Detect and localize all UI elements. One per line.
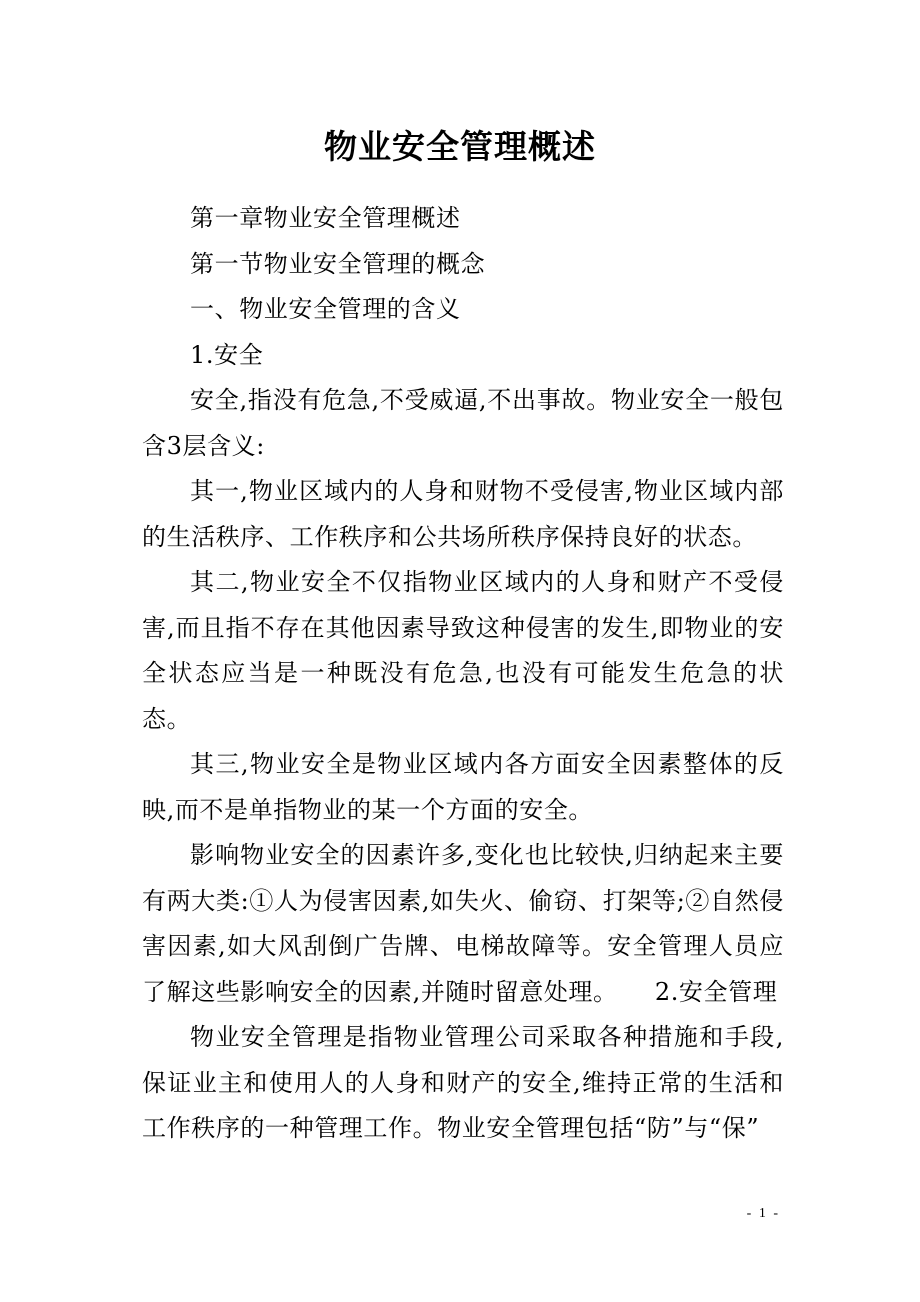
document-title: 物业安全管理概述 bbox=[324, 127, 596, 166]
paragraph-influencing-factors: 影响物业安全的因素许多,变化也比较快,归纳起来主要有两大类:①人为侵害因素,如失火、偷窃、打架等;②自然侵害因素,如大风刮倒广告牌、电梯故障等。安全管理人员应了解这些影响安全的因素,并随时留意处理。 2.安全管理 bbox=[142, 841, 784, 1006]
item-heading-safety: 1.安全 bbox=[190, 340, 264, 369]
paragraph-meaning-one: 其一,物业区域内的人身和财物不受侵害,物业区域内部的生活秩序、工作秩序和公共场所秩序保持良好的状态。 bbox=[142, 477, 784, 551]
section-heading: 第一节物业安全管理的概念 bbox=[190, 249, 486, 278]
chapter-heading: 第一章物业安全管理概述 bbox=[190, 204, 461, 232]
page-number: - 1 - bbox=[746, 1206, 780, 1221]
paragraph-safety-management: 物业安全管理是指物业管理公司采取各种措施和手段,保证业主和使用人的人身和财产的安全,维持正常的生活和工作秩序的一种管理工作。物业安全管理包括“防”与“保” bbox=[142, 1023, 784, 1142]
paragraph-safety-definition: 安全,指没有危急,不受威逼,不出事故。物业安全一般包含3层含义: bbox=[142, 386, 784, 460]
subsection-heading: 一、物业安全管理的含义 bbox=[190, 295, 461, 323]
paragraph-meaning-three: 其三,物业安全是物业区域内各方面安全因素整体的反映,而不是单指物业的某一个方面的安全。 bbox=[142, 750, 784, 824]
paragraph-meaning-two: 其二,物业安全不仅指物业区域内的人身和财产不受侵害,而且指不存在其他因素导致这种侵害的发生,即物业的安全状态应当是一种既没有危急,也没有可能发生危急的状态。 bbox=[142, 568, 784, 733]
document-body bbox=[142, 196, 784, 1152]
